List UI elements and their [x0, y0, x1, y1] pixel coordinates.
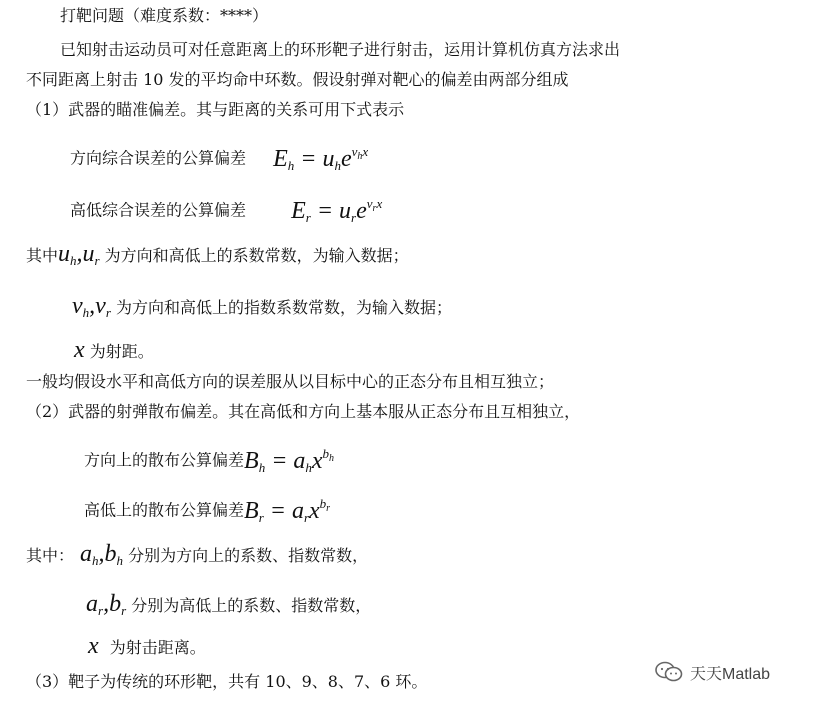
where-line-2 [72, 293, 452, 323]
where-line-3 [74, 337, 154, 363]
assumption-line: 一般均假设水平和高低方向的误差服从以目标中心的正态分布且相互独立； [26, 372, 555, 391]
wechat-icon [654, 660, 684, 684]
symbol-vh-vr: $v_h,v_r$ [72, 293, 111, 320]
symbol-uh-ur: $u_h,u_r$ [58, 241, 100, 268]
equation-2-formula: $E_r = u_re^{v_rx}$ [291, 196, 383, 225]
watermark-text: 天天Matlab [690, 665, 771, 683]
symbol-x: x [74, 337, 85, 363]
section-3-heading: （3）靶子为传统的环形靶，共有 10、9、8、7、6 环。 [26, 672, 428, 691]
where-1-text: 为方向和高低上的系数常数，为输入数据； [99, 246, 409, 265]
where-3-text: 为射距。 [84, 342, 154, 361]
section-2-heading: （2）武器的射弹散布偏差。其在高低和方向上基本服从正态分布且互相独立， [26, 402, 581, 421]
section-1-heading: （1）武器的瞄准偏差。其与距离的关系可用下式表示 [26, 100, 405, 119]
where-2-text: 为方向和高低上的指数系数常数，为输入数据； [110, 298, 452, 317]
where-4-text: 分别为方向上的系数、指数常数， [123, 546, 369, 565]
equation-3-formula: $B_h = a_hx^{b_h}$ [244, 446, 335, 475]
symbol-x-distance: x [88, 633, 99, 659]
equation-3-label: 方向上的散布公算偏差 [84, 450, 245, 470]
where-5-text: 分别为高低上的系数、指数常数， [126, 596, 372, 615]
equation-1-row [70, 138, 368, 180]
where-line-4 [26, 541, 369, 571]
problem-title: 打靶问题（难度系数：****） [60, 6, 269, 25]
equation-2-row [70, 190, 382, 232]
where-6-text: 为射击距离。 [104, 638, 206, 657]
equation-2-label: 高低综合误差的公算偏差 [70, 200, 247, 220]
where-line-5 [86, 591, 372, 621]
equation-1-label: 方向综合误差的公算偏差 [70, 148, 247, 168]
symbol-ah-bh: $a_h,b_h$ [80, 541, 124, 568]
where-4-prefix: 其中： [26, 546, 75, 565]
equation-3-row [84, 440, 334, 482]
equation-4-formula: $B_r = a_rx^{b_r}$ [244, 496, 331, 525]
watermark [654, 660, 770, 684]
equation-4-row [84, 490, 330, 532]
where-line-6 [88, 633, 206, 659]
equation-4-label: 高低上的散布公算偏差 [84, 500, 245, 520]
where-1-prefix: 其中 [26, 246, 59, 265]
symbol-ar-br: $a_r,b_r$ [86, 591, 127, 618]
equation-1-formula: $E_h = u_he^{v_hx}$ [273, 144, 369, 173]
intro-line-2: 不同距离上射击 10 发的平均命中环数。假设射弹对靶心的偏差由两部分组成 [26, 70, 569, 89]
where-line-1 [26, 241, 409, 271]
intro-line-1: 已知射击运动员可对任意距离上的环形靶子进行射击，运用计算机仿真方法求出 [60, 40, 621, 59]
